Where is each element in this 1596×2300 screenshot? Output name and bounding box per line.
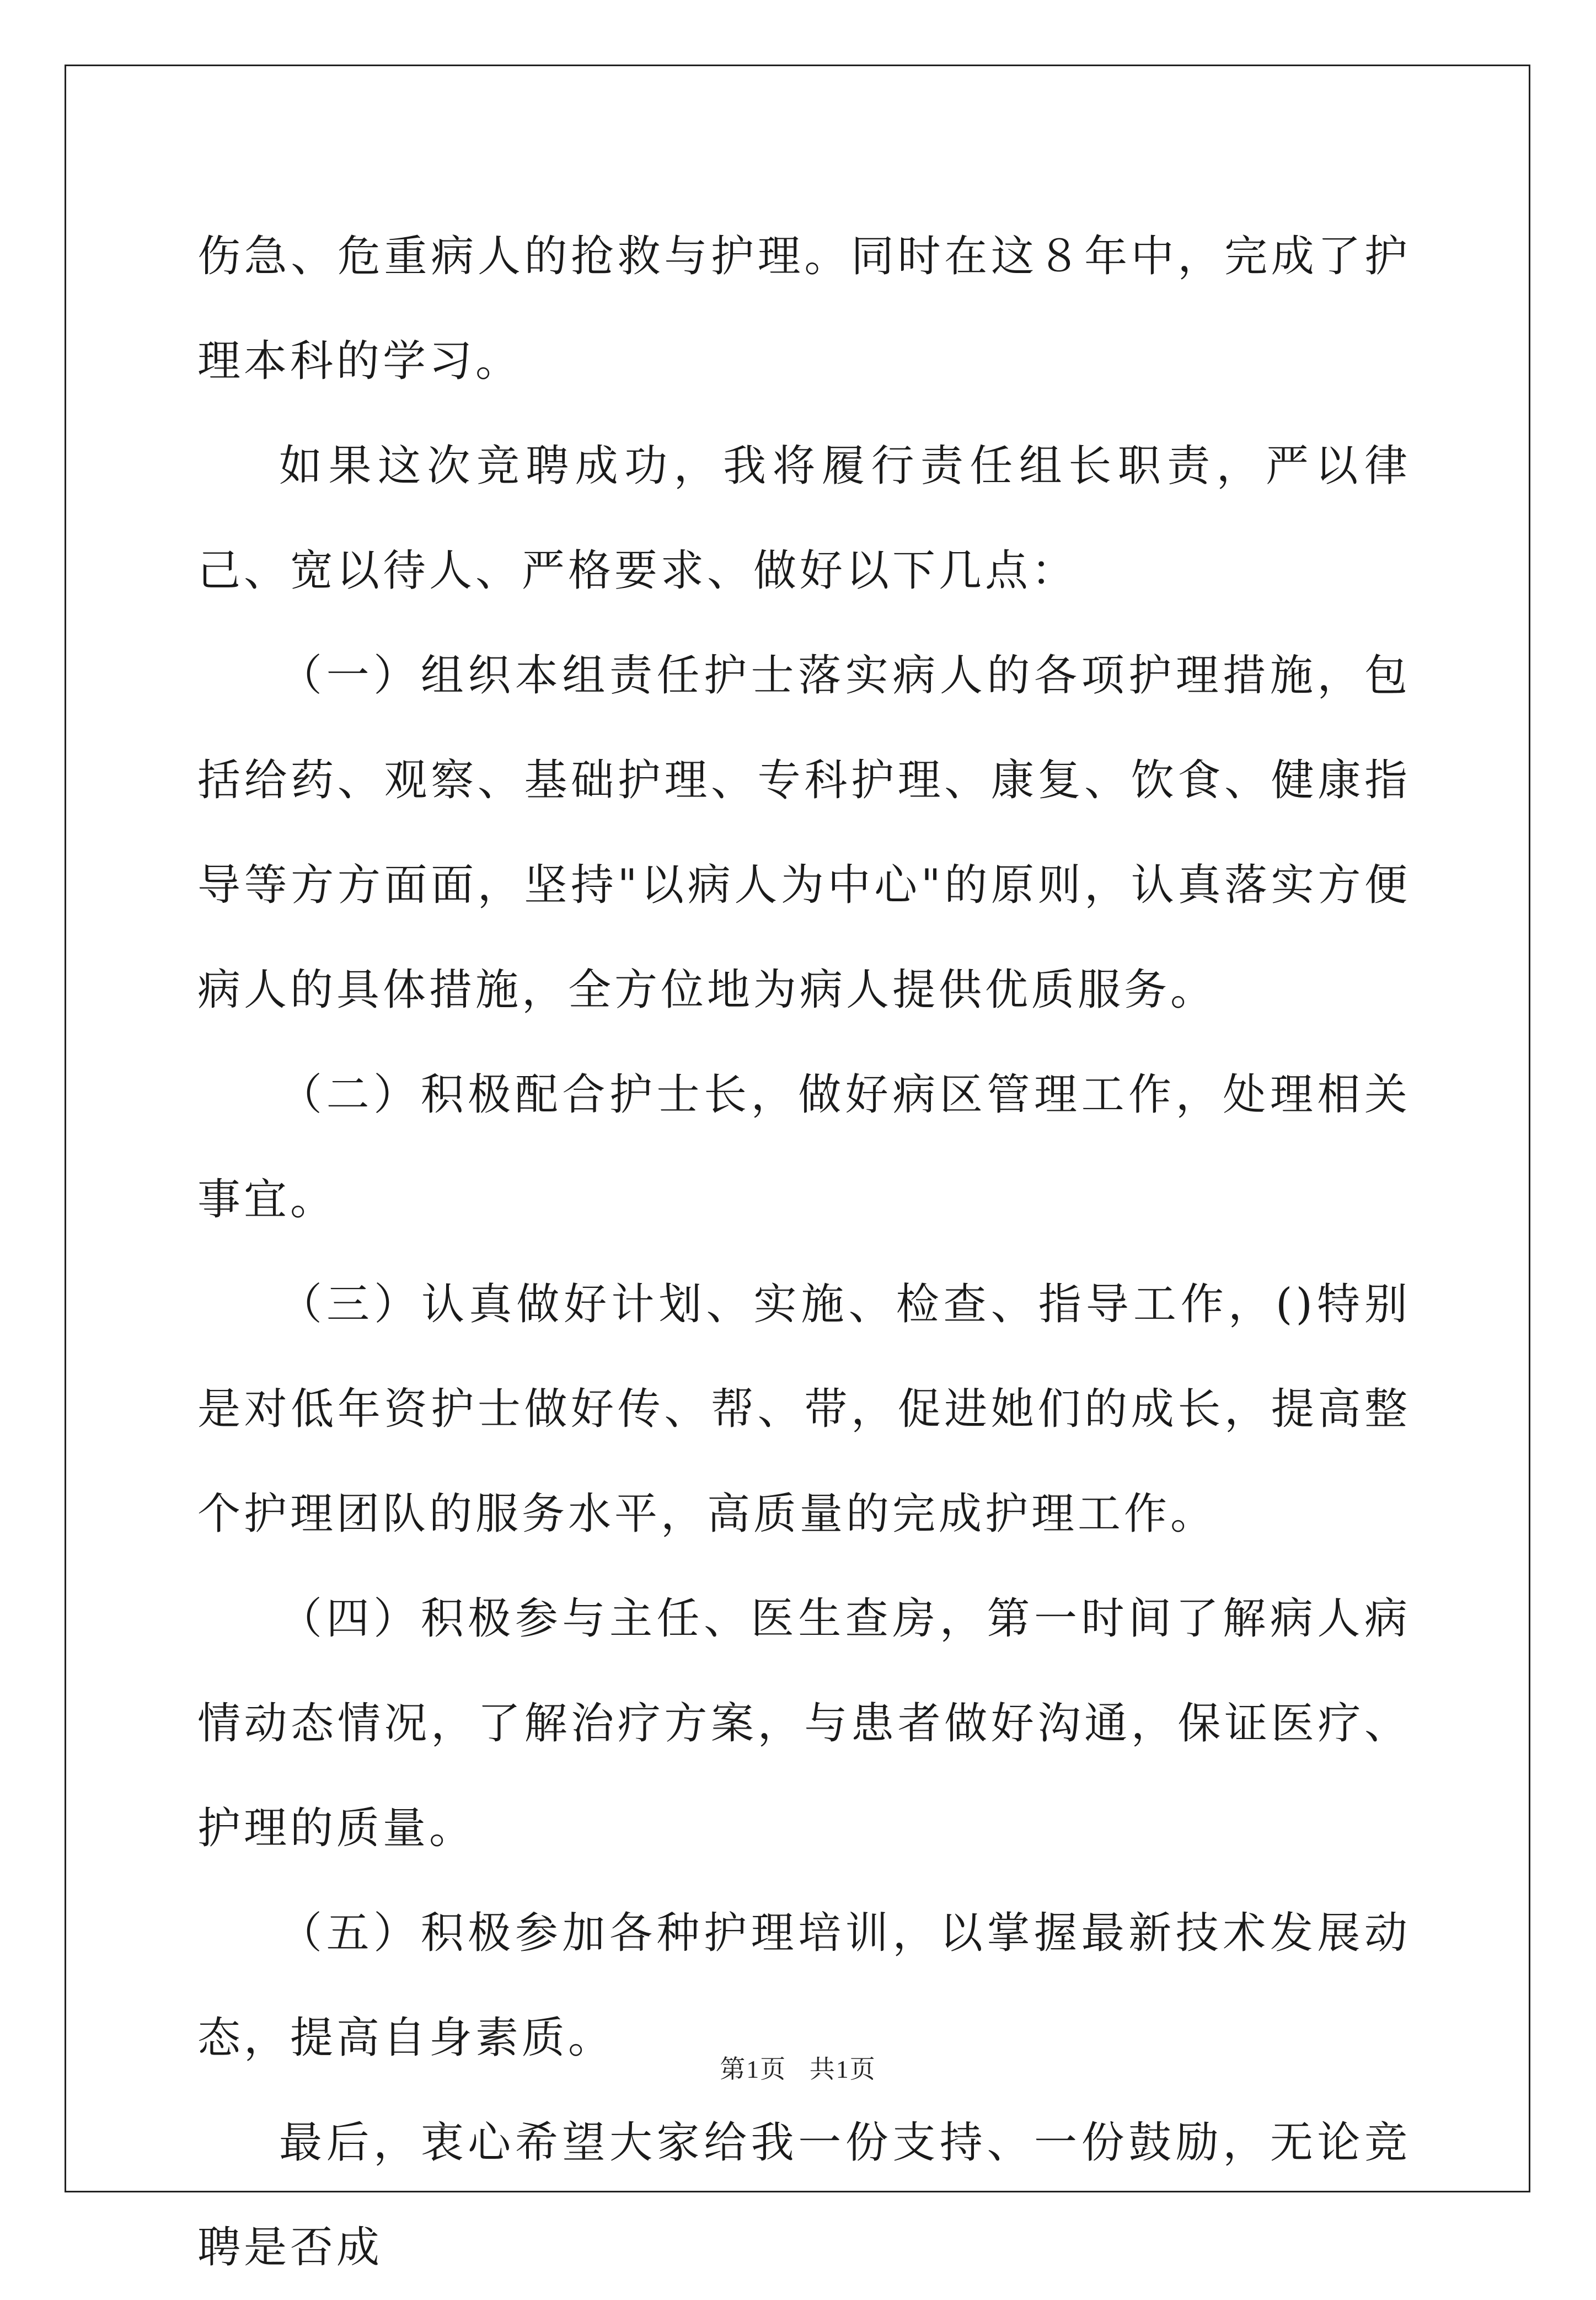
document-body: [197, 204, 1411, 2300]
page-footer: [0, 2049, 1596, 2085]
paragraph-1: 伤急、危重病人的抢救与护理。同时在这８年中，完成了护理本科的学习。: [197, 232, 1411, 386]
paragraph-6: （四）积极参与主任、医生查房，第一时间了解病人病情动态情况，了解治疗方案，与患者做好沟通，保证医疗、护理的质量。: [197, 1594, 1411, 1853]
page-number: 第1页: [720, 2055, 787, 2083]
paragraph-3: （一）组织本组责任护士落实病人的各项护理措施，包括给药、观察、基础护理、专科护理、康复、饮食、健康指导等方方面面，坚持"以病人为中心"的原则，认真落实方便病人的具体措施，全方位地为病人提供优质服务。: [197, 651, 1411, 1015]
paragraph-2: 如果这次竞聘成功，我将履行责任组长职责，严以律己、宽以待人、严格要求、做好以下几点：: [197, 441, 1411, 596]
paragraph-8: 最后，衷心希望大家给我一份支持、一份鼓励，无论竞聘是否成: [197, 2118, 1411, 2272]
paragraph-7: （五）积极参加各种护理培训，以掌握最新技术发展动态，提高自身素质。: [197, 1908, 1411, 2063]
paragraph-4: （二）积极配合护士长，做好病区管理工作，处理相关事宜。: [197, 1070, 1411, 1224]
paragraph-5: （三）认真做好计划、实施、检查、指导工作，()特别是对低年资护士做好传、帮、带，促进她们的成长，提高整个护理团队的服务水平，高质量的完成护理工作。: [197, 1280, 1411, 1539]
page-total: 共1页: [809, 2055, 876, 2083]
